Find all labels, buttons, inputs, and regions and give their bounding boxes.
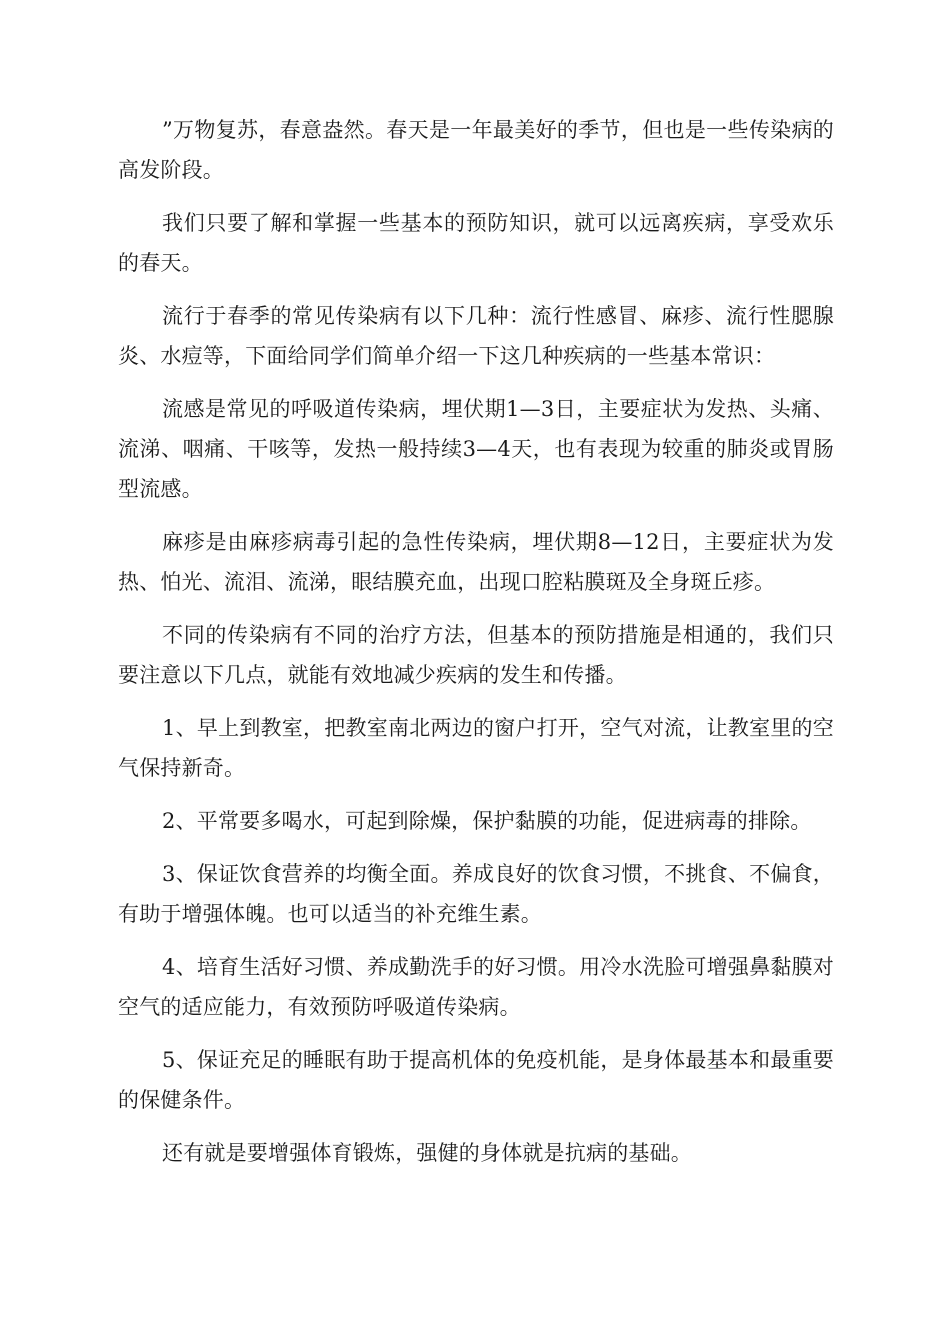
list-item-3: 3、保证饮食营养的均衡全面。养成良好的饮食习惯，不挑食、不偏食，有助于增强体魄。也可以适当的补充维生素。 [118,862,834,926]
document-body [118,110,834,1186]
paragraph-common-diseases: 流行于春季的常见传染病有以下几种：流行性感冒、麻疹、流行性腮腺炎、水痘等，下面给同学们简单介绍一下这几种疾病的一些基本常识： [118,304,834,368]
paragraph-intro: ”万物复苏，春意盎然。春天是一年最美好的季节，但也是一些传染病的高发阶段。 [118,118,834,182]
paragraph-measles: 麻疹是由麻疹病毒引起的急性传染病，埋伏期8—12日，主要症状为发热、怕光、流泪、流涕，眼结膜充血，出现口腔粘膜斑及全身斑丘疹。 [118,530,834,594]
paragraph-influenza: 流感是常见的呼吸道传染病，埋伏期1—3日，主要症状为发热、头痛、流涕、咽痛、干咳等，发热一般持续3—4天，也有表现为较重的肺炎或胃肠型流感。 [118,397,834,501]
list-item-5: 5、保证充足的睡眠有助于提高机体的免疫机能，是身体最基本和最重要的保健条件。 [118,1048,834,1112]
paragraph-conclusion: 还有就是要增强体育锻炼，强健的身体就是抗病的基础。 [162,1141,692,1165]
list-item-1: 1、早上到教室，把教室南北两边的窗户打开，空气对流，让教室里的空气保持新奇。 [118,716,834,780]
list-item-2: 2、平常要多喝水，可起到除燥，保护黏膜的功能，促进病毒的排除。 [162,809,812,833]
paragraph-prevention-knowledge: 我们只要了解和掌握一些基本的预防知识，就可以远离疾病，享受欢乐的春天。 [118,211,834,275]
list-item-4: 4、培育生活好习惯、养成勤洗手的好习惯。用冷水洗脸可增强鼻黏膜对空气的适应能力，有效预防呼吸道传染病。 [118,955,834,1019]
paragraph-prevention-measures: 不同的传染病有不同的治疗方法，但基本的预防措施是相通的，我们只要注意以下几点，就能有效地减少疾病的发生和传播。 [118,623,834,687]
